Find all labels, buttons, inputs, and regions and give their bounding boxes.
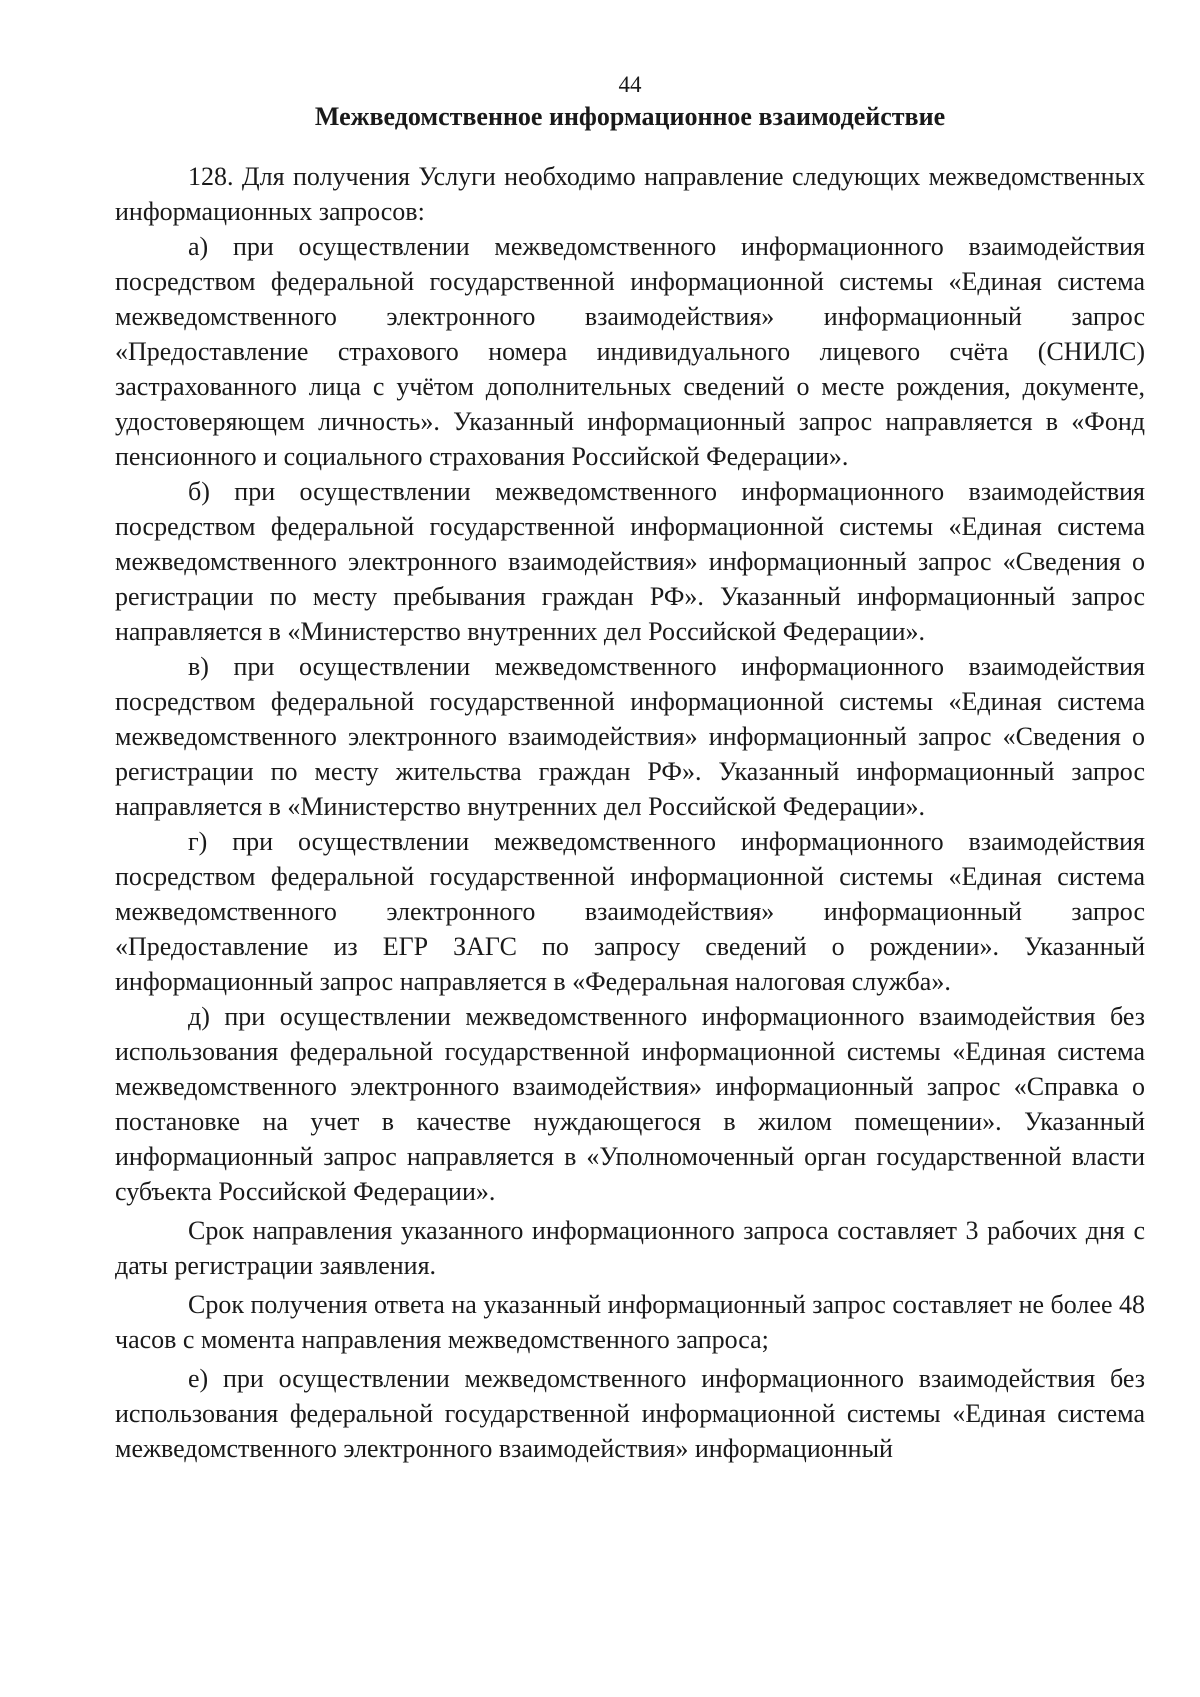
paragraph-128: 128. Для получения Услуги необходимо направление следующих межведомственных информационных запросов: — [115, 162, 1145, 226]
document-body — [115, 159, 1145, 1466]
section-heading: Межведомственное информационное взаимодействие — [314, 102, 946, 131]
paragraph-item-d: д) при осуществлении межведомственного информационного взаимодействия без использования федеральной государственной информационной системы «Единая система межведомственного электронного взаимодействия» информационный запрос «Справка о постановке на учет в качестве нуждающегося в жилом помещении». Указанный информационный запрос направляется в «Уполномоченный орган государственной власти субъекта Российской Федерации». — [115, 1002, 1145, 1206]
paragraph-item-g: г) при осуществлении межведомственного информационного взаимодействия посредством федеральной государственной информационной системы «Единая система межведомственного электронного взаимодействия» информационный запрос «Предоставление из ЕГР ЗАГС по запросу сведений о рождении». Указанный информационный запрос направляется в «Федеральная налоговая служба». — [115, 827, 1145, 996]
paragraph-item-e: е) при осуществлении межведомственного информационного взаимодействия без использования федеральной государственной информационной системы «Единая система межведомственного электронного взаимодействия» информационный — [115, 1364, 1145, 1463]
paragraph-item-a: а) при осуществлении межведомственного информационного взаимодействия посредством федеральной государственной информационной системы «Единая система межведомственного электронного взаимодействия» информационный запрос «Предоставление страхового номера индивидуального лицевого счёта (СНИЛС) застрахованного лица с учётом дополнительных сведений о месте рождения, документе, удостоверяющем личность». Указанный информационный запрос направляется в «Фонд пенсионного и социального страхования Российской Федерации». — [115, 232, 1145, 471]
paragraph-item-b: б) при осуществлении межведомственного информационного взаимодействия посредством федеральной государственной информационной системы «Единая система межведомственного электронного взаимодействия» информационный запрос «Сведения о регистрации по месту пребывания граждан РФ». Указанный информационный запрос направляется в «Министерство внутренних дел Российской Федерации». — [115, 477, 1145, 646]
page-number: 44 — [618, 72, 642, 97]
paragraph-item-v: в) при осуществлении межведомственного информационного взаимодействия посредством федеральной государственной информационной системы «Единая система межведомственного электронного взаимодействия» информационный запрос «Сведения о регистрации по месту жительства граждан РФ». Указанный информационный запрос направляется в «Министерство внутренних дел Российской Федерации». — [115, 652, 1145, 821]
paragraph-request-deadline: Срок направления указанного информационного запроса составляет 3 рабочих дня с даты регистрации заявления. — [115, 1216, 1145, 1280]
paragraph-response-deadline: Срок получения ответа на указанный информационный запрос составляет не более 48 часов с момента направления межведомственного запроса; — [115, 1290, 1145, 1354]
